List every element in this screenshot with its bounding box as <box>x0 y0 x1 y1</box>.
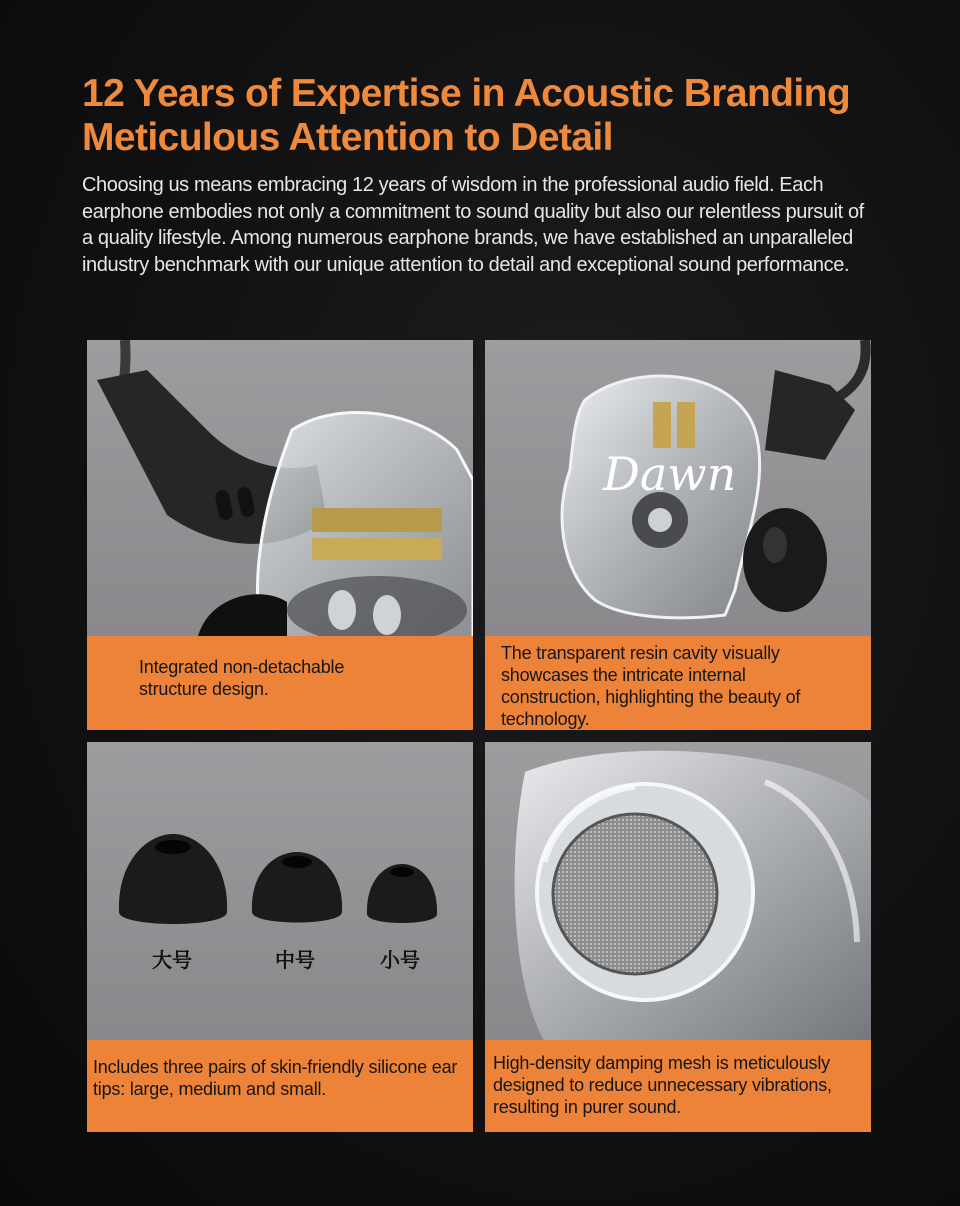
size-label-medium: 中号 <box>275 948 315 972</box>
ear-tip-medium <box>252 852 342 923</box>
ear-tip-large <box>119 834 227 924</box>
caption-cable-structure <box>87 636 473 730</box>
size-label-large: 大号 <box>152 948 192 972</box>
size-label-small: 小号 <box>380 948 420 972</box>
headline-line-1: 12 Years of Expertise in Acoustic Branding <box>82 72 851 115</box>
ear-tip-small <box>367 864 437 923</box>
headline-line-2: Meticulous Attention to Detail <box>82 116 613 159</box>
dawn-logo-script: Dawn <box>603 447 737 501</box>
panel-damping-mesh <box>485 742 871 1132</box>
caption-transparent-shell-text: The transparent resin cavity visually showcases the intricate internal construction, highlighting the beauty of technology. <box>501 643 801 729</box>
caption-ear-tips-text: Includes three pairs of skin-friendly silicone ear tips: large, medium and small. <box>93 1057 458 1099</box>
caption-damping-mesh <box>485 1040 871 1132</box>
panel-transparent-shell <box>485 340 871 730</box>
panel-cable-structure <box>87 340 473 730</box>
caption-transparent-shell <box>485 636 871 730</box>
headline <box>82 72 922 160</box>
caption-damping-mesh-text: High-density damping mesh is meticulously designed to reduce unnecessary vibrations, resulting in purer sound. <box>493 1053 832 1117</box>
caption-cable-structure-text: Integrated non-detachable structure design. <box>139 657 345 699</box>
caption-ear-tips <box>87 1040 473 1132</box>
panel-ear-tips <box>87 742 473 1132</box>
intro-paragraph: Choosing us means embracing 12 years of wisdom in the professional audio field. Each earphone embodies not only a commitment to sound quality but also our relentless pursuit of a quality lifestyle. Among numerous earphone brands, we have established an unparalleled industry benchmark with our unique attention to detail and exceptional sound performance. <box>82 174 864 276</box>
